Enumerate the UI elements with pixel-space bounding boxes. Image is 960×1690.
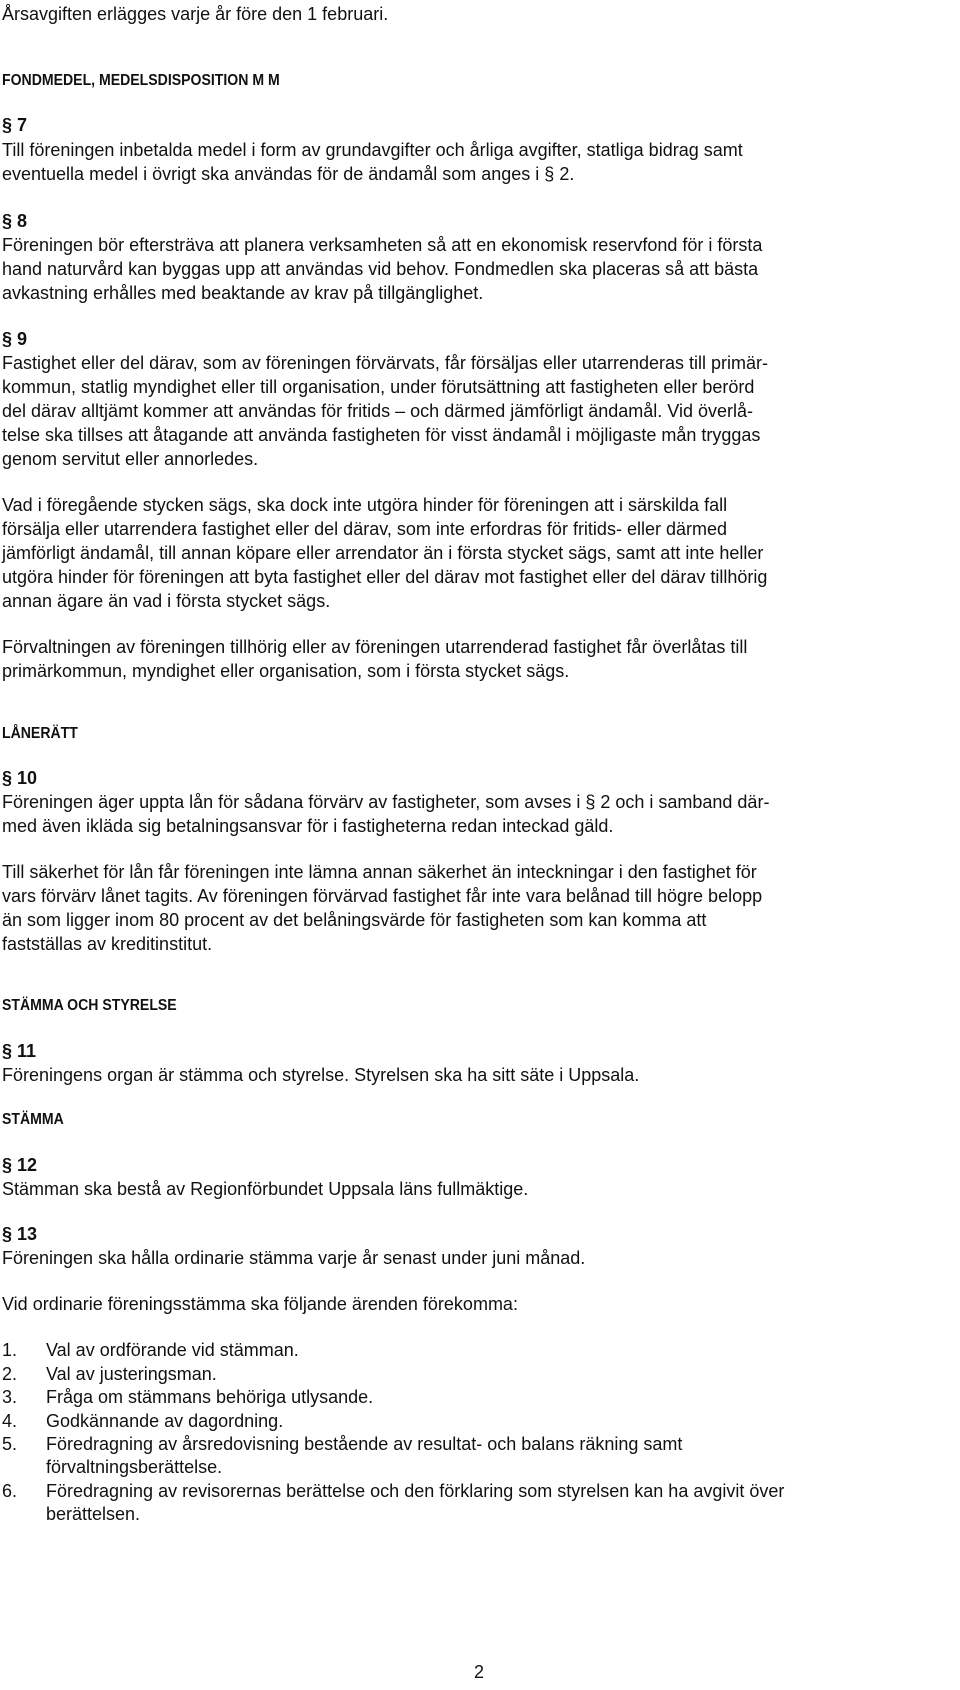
section-9-line-4: telse ska tillses att åtagande att använda fastigheten för visst ändamål i möjligaste mån tryggas: [2, 425, 761, 445]
page-number: 2: [474, 1662, 485, 1682]
section-11-number: § 11: [2, 1041, 37, 1061]
section-9-p3-line-1: Förvaltningen av föreningen tillhörig eller av föreningen utarrenderad fastighet får överlåtas till: [2, 637, 748, 657]
section-10-p2-line-2: vars förvärv lånet tagits. Av föreningen förvärvad fastighet får inte vara belånad till högre belopp: [2, 886, 763, 906]
section-9-p2-line-4: utgöra hinder för föreningen att byta fastighet eller del därav mot fastighet eller del därav tillhörig: [2, 567, 768, 587]
agenda-item-6-text-cont: berättelsen.: [46, 1504, 141, 1524]
agenda-item-4-number: 4.: [2, 1411, 18, 1431]
section-10-line-1: Föreningen äger uppta lån för sådana förvärv av fastigheter, som avses i § 2 och i samband där-: [2, 792, 770, 812]
section-9-p2-line-1: Vad i föregående stycken sägs, ska dock inte utgöra hinder för föreningen att i särskilda fall: [2, 495, 728, 515]
section-8-line-1: Föreningen bör eftersträva att planera verksamheten så att en ekonomisk reservfond för i första: [2, 235, 763, 255]
section-9-p2-line-2: försälja eller utarrendera fastighet eller del därav, som inte erfordras för fritids- eller därmed: [2, 519, 727, 539]
section-13-number: § 13: [2, 1224, 38, 1244]
agenda-item-3-number: 3.: [2, 1387, 18, 1407]
intro-line: Årsavgiften erlägges varje år före den 1 februari.: [2, 4, 389, 24]
section-8-number: § 8: [2, 211, 28, 231]
section-8-line-2: hand naturvård kan byggas upp att användas vid behov. Fondmedlen ska placeras så att bästa: [2, 259, 759, 279]
section-7-line-2: eventuella medel i övrigt ska användas för de ändamål som anges i § 2.: [2, 164, 575, 184]
heading-fondmedel: FONDMEDEL, MEDELSDISPOSITION M M: [2, 72, 280, 89]
section-8-line-3: avkastning erhålles med beaktande av krav på tillgänglighet.: [2, 283, 484, 303]
section-13-agenda-intro: Vid ordinarie föreningsstämma ska följande ärenden förekomma:: [2, 1294, 518, 1314]
section-10-line-2: med även ikläda sig betalningsansvar för i fastigheterna redan inteckad gäld.: [2, 816, 614, 836]
section-9-line-2: kommun, statlig myndighet eller till organisation, under förutsättning att fastigheten eller berörd: [2, 377, 755, 397]
section-10-p2-line-4: fastställas av kreditinstitut.: [2, 934, 213, 954]
section-12-number: § 12: [2, 1155, 38, 1175]
section-9-line-3: del därav alltjämt kommer att användas för fritids – och därmed jämförligt ändamål. Vid överlå-: [2, 401, 754, 421]
agenda-item-1-text: Val av ordförande vid stämman.: [46, 1340, 299, 1360]
agenda-item-1-number: 1.: [2, 1340, 18, 1360]
section-12-line-1: Stämman ska bestå av Regionförbundet Uppsala läns fullmäktige.: [2, 1179, 529, 1199]
heading-stamma-och-styrelse: STÄMMA OCH STYRELSE: [2, 997, 177, 1014]
section-11-line-1: Föreningens organ är stämma och styrelse. Styrelsen ska ha sitt säte i Uppsala.: [2, 1065, 640, 1085]
section-13-line-1: Föreningen ska hålla ordinarie stämma varje år senast under juni månad.: [2, 1248, 586, 1268]
agenda-item-5-text: Föredragning av årsredovisning bestående av resultat- och balans räkning samt: [46, 1434, 683, 1454]
agenda-item-6-number: 6.: [2, 1481, 18, 1501]
agenda-item-4-text: Godkännande av dagordning.: [46, 1411, 284, 1431]
section-9-number: § 9: [2, 329, 28, 349]
heading-lanerratt: LÅNERÄTT: [2, 725, 78, 742]
section-10-p2-line-1: Till säkerhet för lån får föreningen inte lämna annan säkerhet än inteckningar i den fastighet för: [2, 862, 757, 882]
section-10-number: § 10: [2, 768, 38, 788]
agenda-item-3-text: Fråga om stämmans behöriga utlysande.: [46, 1387, 374, 1407]
section-9-p3-line-2: primärkommun, myndighet eller organisation, som i första stycket sägs.: [2, 661, 570, 681]
section-9-line-5: genom servitut eller annorledes.: [2, 449, 259, 469]
agenda-item-2-text: Val av justeringsman.: [46, 1364, 217, 1384]
section-7-number: § 7: [2, 115, 28, 135]
agenda-item-5-text-cont: förvaltningsberättelse.: [46, 1457, 223, 1477]
heading-stamma: STÄMMA: [2, 1111, 64, 1128]
section-9-line-1: Fastighet eller del därav, som av föreningen förvärvats, får försäljas eller utarrenderas till primär-: [2, 353, 768, 373]
agenda-item-6-text: Föredragning av revisorernas berättelse och den förklaring som styrelsen kan ha avgivit över: [46, 1481, 785, 1501]
section-10-p2-line-3: än som ligger inom 80 procent av det belåningsvärde för fastigheten som kan komma att: [2, 910, 707, 930]
section-9-p2-line-5: annan ägare än vad i första stycket sägs.: [2, 591, 331, 611]
section-9-p2-line-3: jämförligt ändamål, till annan köpare eller arrendator än i första stycket sägs, samt att inte heller: [2, 543, 764, 563]
agenda-item-5-number: 5.: [2, 1434, 18, 1454]
agenda-item-2-number: 2.: [2, 1364, 18, 1384]
section-7-line-1: Till föreningen inbetalda medel i form av grundavgifter och årliga avgifter, statliga bidrag samt: [2, 140, 743, 160]
